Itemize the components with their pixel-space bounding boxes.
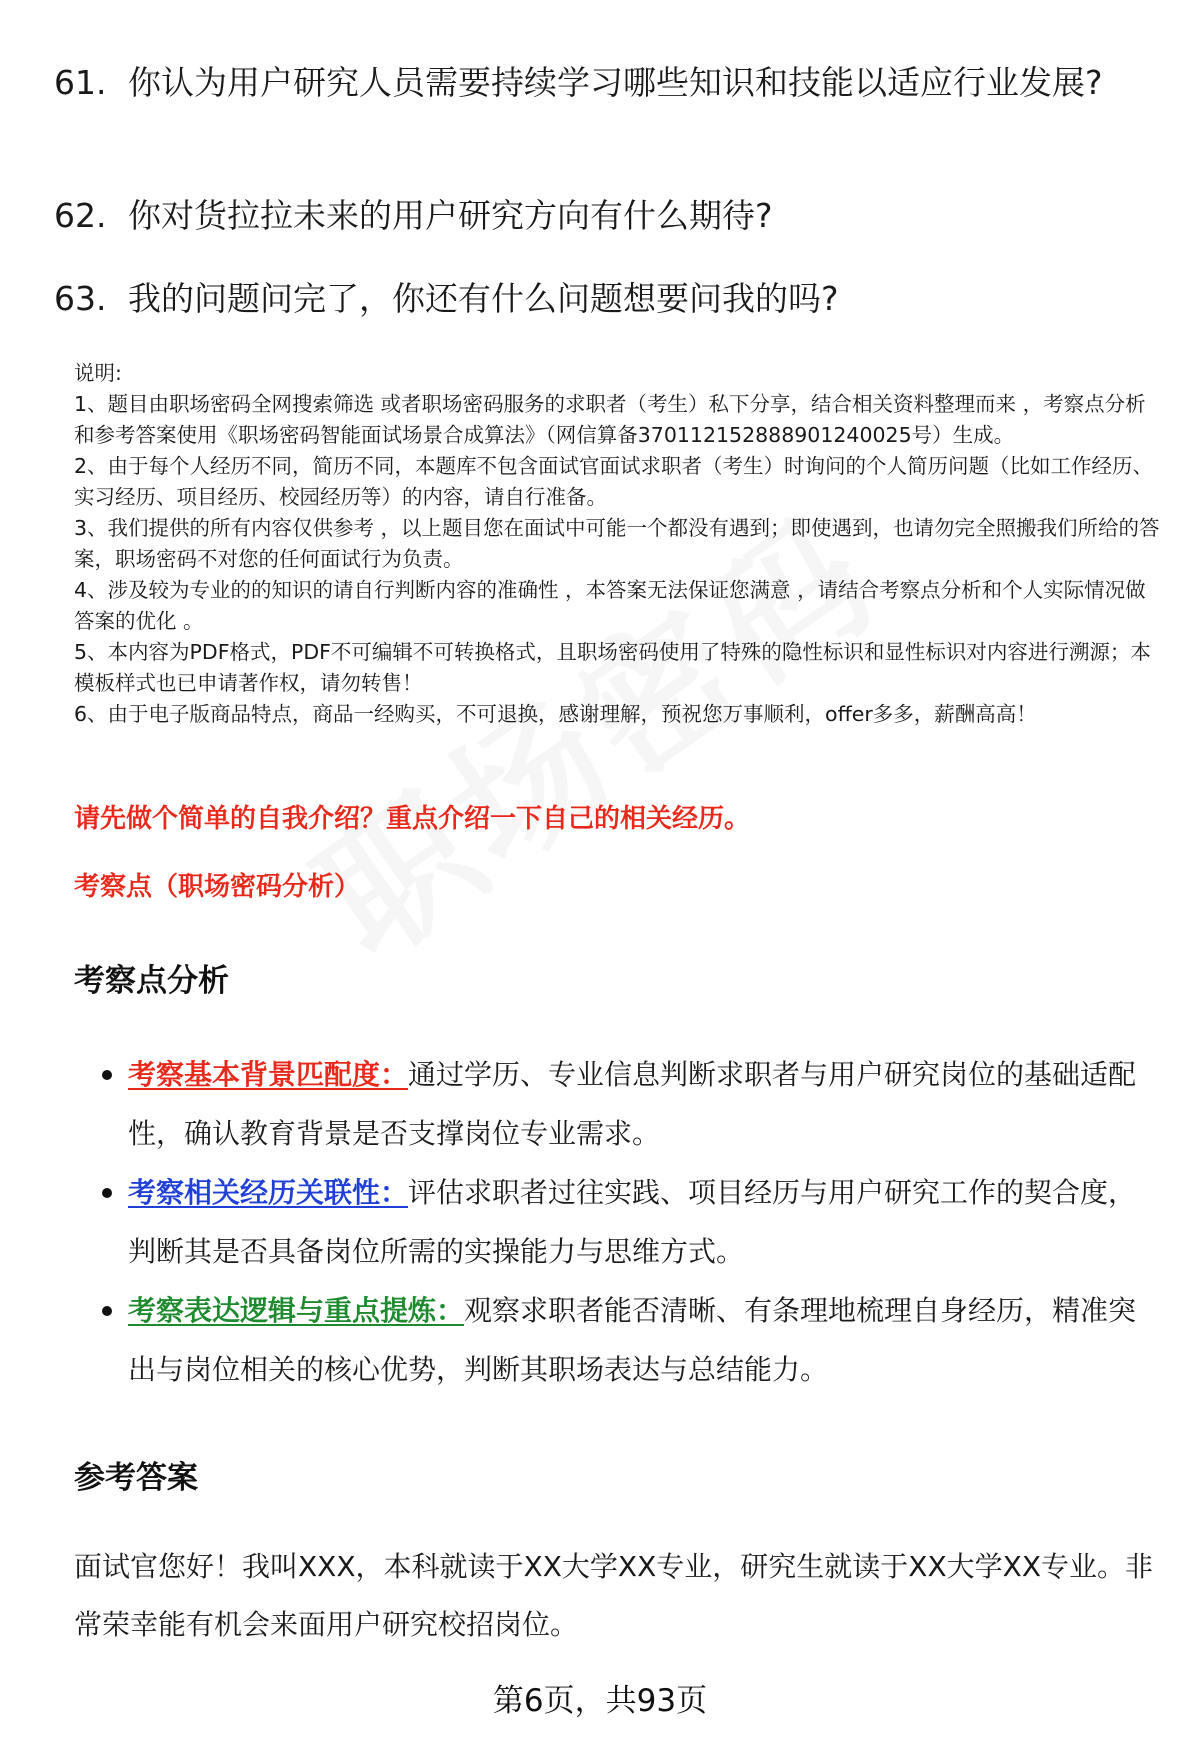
analysis-item	[74, 1163, 1154, 1281]
notes-title: 说明:	[74, 361, 122, 385]
question-number: 61.	[54, 63, 107, 102]
bullet-icon	[102, 1188, 112, 1198]
interview-question-heading: 请先做个简单的自我介绍？重点介绍一下自己的相关经历。	[74, 804, 751, 834]
answer-text: 面试官您好！我叫XXX，本科就读于XX大学XX专业，研究生就读于XX大学XX专业。非常荣幸能有机会来面用户研究校招岗位。	[74, 1550, 1154, 1641]
question-text: 你认为用户研究人员需要持续学习哪些知识和技能以适应行业发展?	[128, 63, 1103, 102]
note-item: 4、涉及较为专业的的知识的请自行判断内容的准确性 ，本答案无法保证您满意 ，请结合考察点分析和个人实际情况做答案的优化 。	[74, 578, 1146, 633]
analysis-item-text: 评估求职者过往实践、项目经历与用户研究工作的契合度，判断其是否具备岗位所需的实操能力与思维方式。	[128, 1176, 1137, 1268]
analysis-item-label: 考察表达逻辑与重点提炼：	[128, 1294, 465, 1327]
question-item	[54, 276, 1154, 322]
analysis-list	[74, 1045, 1154, 1399]
question-item	[54, 193, 1154, 239]
analysis-item	[74, 1045, 1154, 1163]
page-number: 第6页，共93页	[492, 1683, 708, 1719]
question-text: 你对货拉拉未来的用户研究方向有什么期待?	[128, 196, 773, 235]
exam-point-heading: 考察点（职场密码分析）	[74, 872, 361, 902]
analysis-heading: 考察点分析	[74, 963, 229, 999]
question-number: 63.	[54, 279, 107, 318]
question-number: 62.	[54, 196, 107, 235]
note-item: 2、由于每个人经历不同，简历不同，本题库不包含面试官面试求职者（考生）时询问的个人简历问题（比如工作经历、实习经历、项目经历、校园经历等）的内容，请自行准备。	[74, 454, 1154, 509]
question-text: 我的问题问完了，你还有什么问题想要问我的吗?	[128, 279, 839, 318]
note-item: 5、本内容为PDF格式，PDF不可编辑不可转换格式，且职场密码使用了特殊的隐性标识和显性标识对内容进行溯源；本模板样式也已申请著作权，请勿转售！	[74, 640, 1151, 695]
bullet-icon	[102, 1070, 112, 1080]
analysis-item-text: 通过学历、专业信息判断求职者与用户研究岗位的基础适配性，确认教育背景是否支撑岗位专业需求。	[128, 1058, 1137, 1150]
analysis-item-text: 观察求职者能否清晰、有条理地梳理自身经历，精准突出与岗位相关的核心优势，判断其职场表达与总结能力。	[128, 1294, 1137, 1386]
analysis-item-label: 考察基本背景匹配度：	[128, 1058, 409, 1091]
note-item: 1、题目由职场密码全网搜索筛选 或者职场密码服务的求职者（考生）私下分享，结合相关资料整理而来 ，考察点分析和参考答案使用《职场密码智能面试场景合成算法》（网信算备370112152888901240025号）生成。	[74, 392, 1146, 447]
analysis-item-label: 考察相关经历关联性：	[128, 1176, 409, 1209]
note-item: 6、由于电子版商品特点，商品一经购买，不可退换，感谢理解，预祝您万事顺利，offer多多，薪酬高高！	[74, 702, 1037, 726]
analysis-item	[74, 1281, 1154, 1399]
notes-block	[74, 358, 1164, 730]
note-item: 3、我们提供的所有内容仅供参考 ，以上题目您在面试中可能一个都没有遇到；即使遇到，也请勿完全照搬我们所给的答案，职场密码不对您的任何面试行为负责。	[74, 516, 1160, 571]
question-item	[54, 60, 1154, 106]
bullet-icon	[102, 1306, 112, 1316]
answer-heading: 参考答案	[74, 1460, 198, 1496]
